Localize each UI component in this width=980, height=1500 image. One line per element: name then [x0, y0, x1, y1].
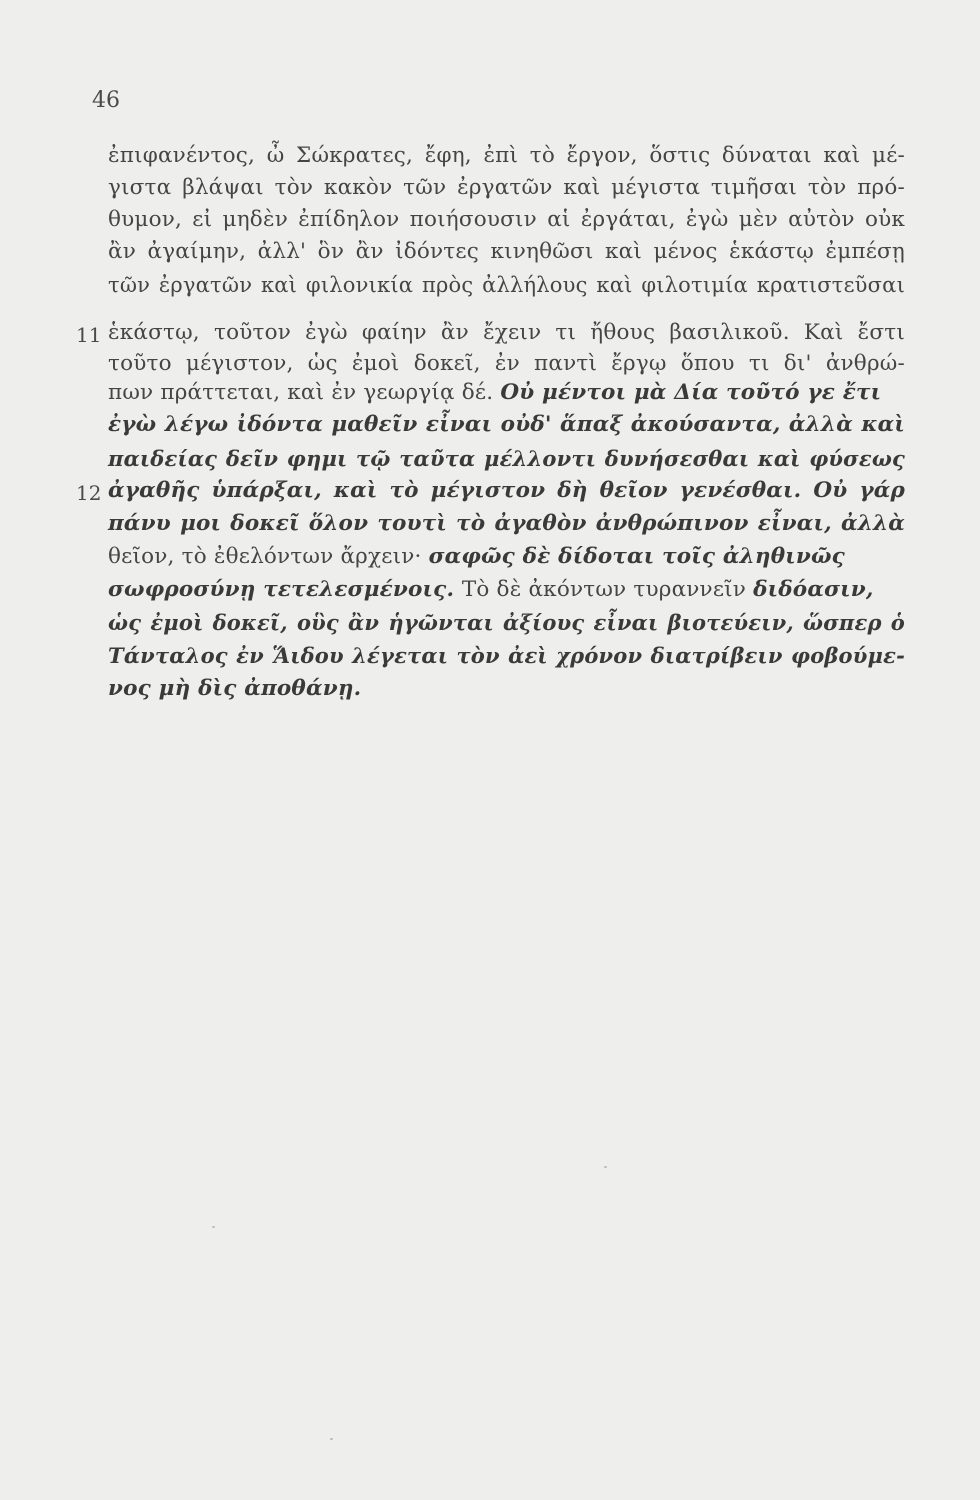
text-span: θεῖον, τὸ ἐθελόντων ἄρχειν· [108, 544, 429, 569]
text-span: Τὸ δὲ ἀκόντων τυραννεῖν [461, 577, 754, 602]
text-span-italic: διδόασιν, [753, 577, 874, 602]
text-line: ἀγαθῆς ὑπάρξαι, καὶ τὸ μέγιστον δὴ θεῖον γενέσθαι. Οὐ γάρ [108, 478, 905, 503]
paper-speck [330, 1438, 333, 1440]
text-line: τῶν ἐργατῶν καὶ φιλονικία πρὸς ἀλλήλους καὶ φιλοτιμία κρατιστεῦσαι [108, 273, 905, 297]
text-span-italic: σαφῶς δὲ δίδοται τοῖς ἀληθινῶς [428, 544, 845, 569]
section-number: 11 [76, 323, 102, 347]
text-line [108, 541, 905, 573]
text-line: ὡς ἐμοὶ δοκεῖ, οὓς ἂν ἡγῶνται ἀξίους εἶναι βιοτεύειν, ὥσπερ ὁ [108, 610, 905, 635]
text-line [108, 574, 905, 606]
text-line: ἐπιφανέντος, ὦ Σώκρατες, ἔφη, ἐπὶ τὸ ἔργον, ὅστις δύναται καὶ μέ- [108, 143, 905, 168]
text-line: ἂν ἀγαίμην, ἀλλ' ὃν ἂν ἰδόντες κινηθῶσι καὶ μένος ἑκάστῳ ἐμπέσῃ [108, 239, 905, 264]
section-number: 12 [76, 481, 102, 505]
text-line: Τάνταλος ἐν Ἅιδου λέγεται τὸν ἀεὶ χρόνον διατρίβειν φοβούμε- [108, 643, 905, 668]
text-line: πάνυ μοι δοκεῖ ὅλον τουτὶ τὸ ἀγαθὸν ἀνθρώπινον εἶναι, ἀλλὰ [108, 511, 905, 536]
text-line: παιδείας δεῖν φημι τῷ ταῦτα μέλλοντι δυνήσεσθαι καὶ φύσεως [108, 446, 905, 471]
paper-speck [604, 1166, 607, 1168]
paper-speck [212, 1226, 215, 1228]
text-line: θυμον, εἰ μηδὲν ἐπίδηλον ποιήσουσιν αἱ ἐργάται, ἐγὼ μὲν αὐτὸν οὐκ [108, 207, 905, 232]
text-line [108, 377, 905, 409]
text-span-italic: σωφροσύνῃ τετελεσμένοις. [108, 577, 462, 602]
page-number: 46 [92, 88, 120, 113]
text-line: ἐγὼ λέγω ἰδόντα μαθεῖν εἶναι οὐδ' ἅπαξ ἀκούσαντα, ἀλλὰ καὶ [108, 412, 905, 437]
text-span: πων πράττεται, καὶ ἐν γεωργίᾳ δέ. [108, 380, 501, 405]
text-span-italic: Οὐ μέντοι μὰ Δία τοῦτό γε ἔτι [500, 380, 882, 405]
text-line: γιστα βλάψαι τὸν κακὸν τῶν ἐργατῶν καὶ μέγιστα τιμῆσαι τὸν πρό- [108, 175, 905, 200]
text-line: νος μὴ δὶς ἀποθάνῃ. [108, 676, 362, 701]
text-line: ἑκάστῳ, τοῦτον ἐγὼ φαίην ἂν ἔχειν τι ἤθους βασιλικοῦ. Καὶ ἔστι [108, 320, 905, 345]
text-line: τοῦτο μέγιστον, ὡς ἐμοὶ δοκεῖ, ἐν παντὶ ἔργῳ ὅπου τι δι' ἀνθρώ- [108, 351, 905, 376]
